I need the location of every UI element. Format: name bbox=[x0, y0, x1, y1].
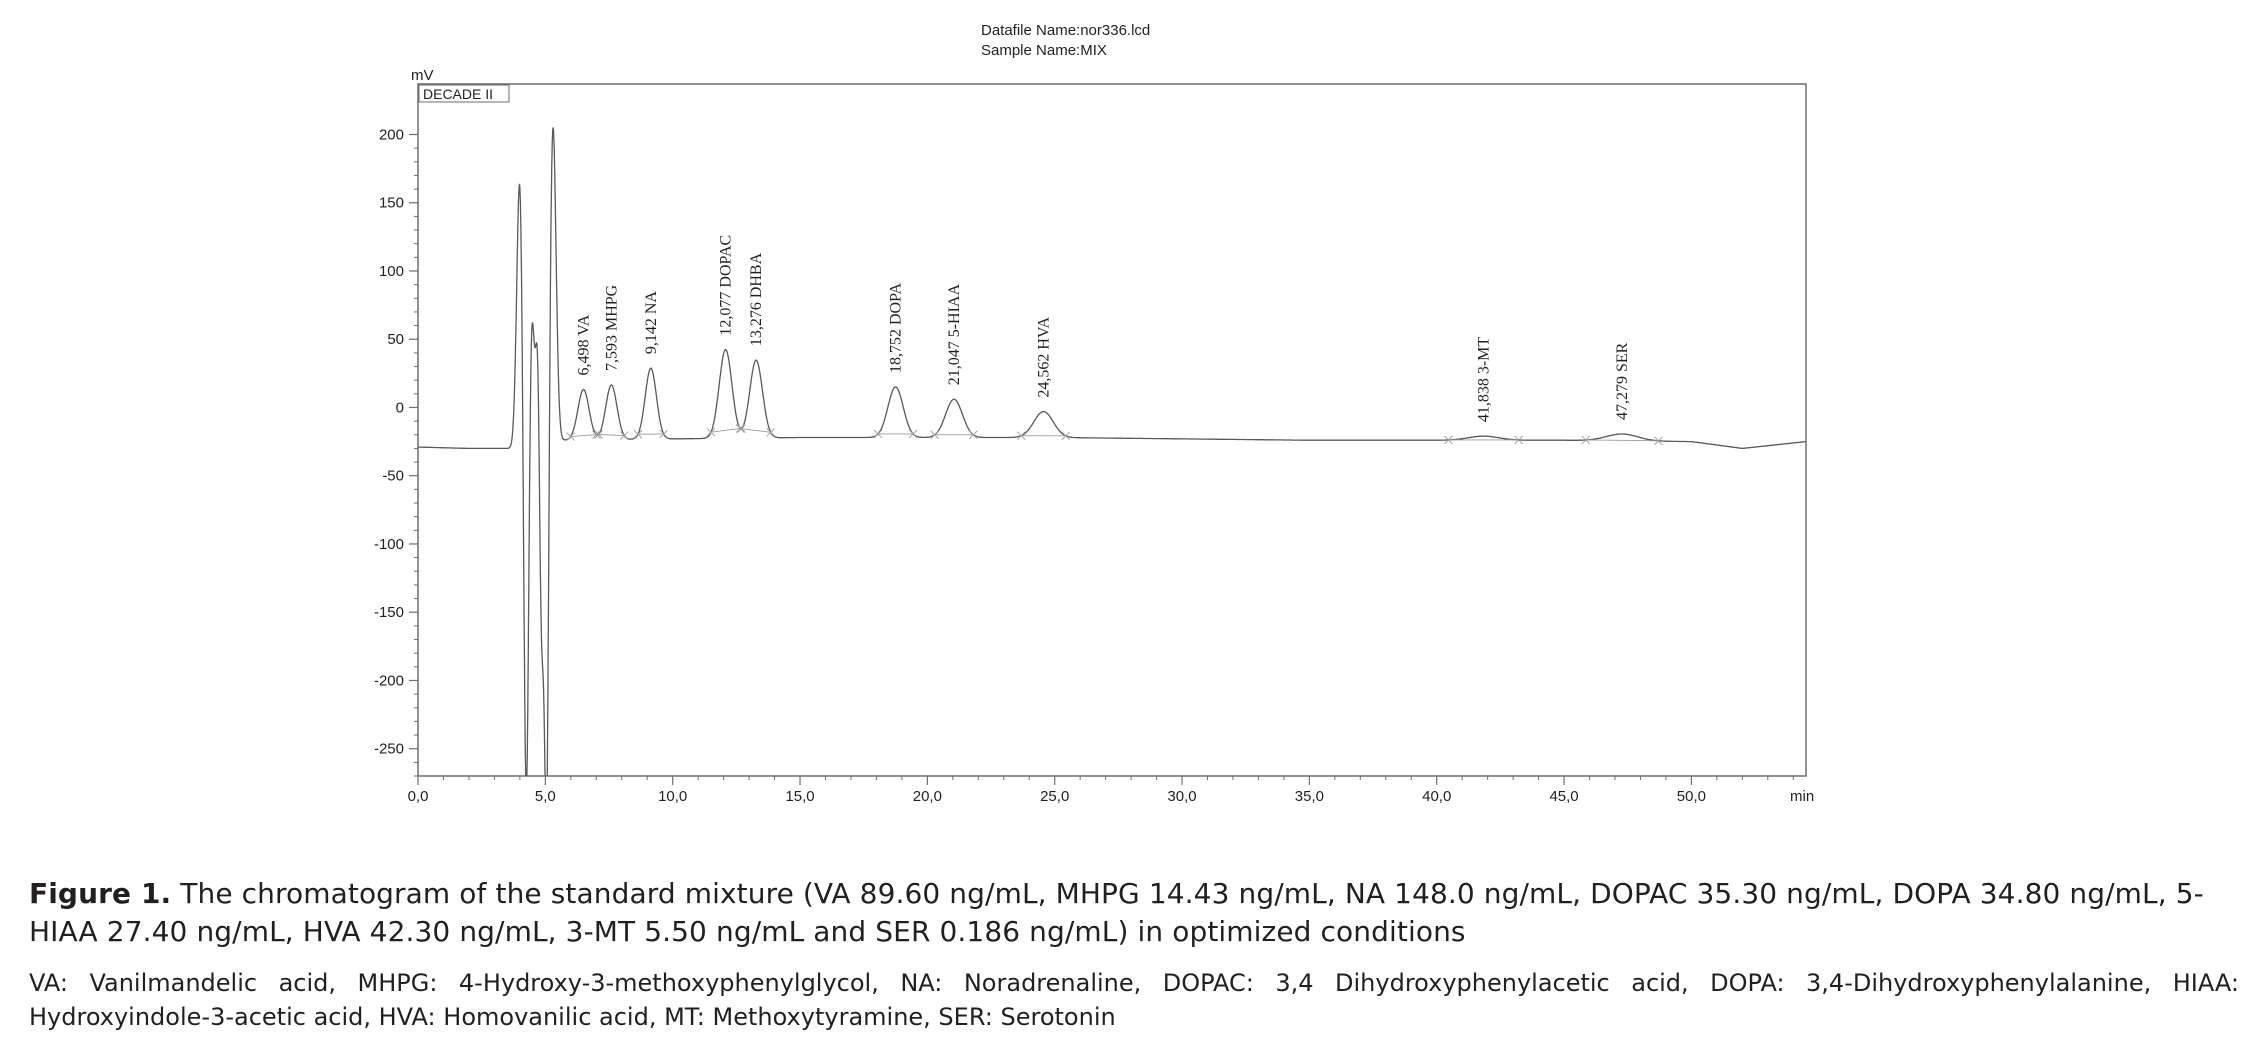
y-tick-label: 150 bbox=[378, 194, 404, 212]
peak-integration-baseline bbox=[598, 434, 624, 435]
peak-label: 9,142 NA bbox=[642, 291, 660, 355]
peak-integration-baseline bbox=[711, 428, 740, 432]
x-axis-unit: min bbox=[1790, 788, 1815, 805]
y-tick-label: -50 bbox=[382, 467, 404, 485]
peak-integration-baseline bbox=[571, 435, 597, 437]
peak-label: 18,752 DOPA bbox=[887, 282, 905, 374]
x-tick-label: 15,0 bbox=[785, 788, 815, 805]
figure-caption bbox=[29, 875, 2239, 951]
detector-legend-label: DECADE II bbox=[423, 86, 494, 102]
y-tick-label: -100 bbox=[373, 535, 404, 553]
plot-frame bbox=[418, 84, 1806, 776]
x-tick-label: 30,0 bbox=[1167, 788, 1197, 805]
chromatogram-trace bbox=[418, 128, 1806, 810]
sample-name: Sample Name:MIX bbox=[981, 42, 1107, 59]
y-axis-unit: mV bbox=[411, 67, 434, 84]
peak-label: 47,279 SER bbox=[1614, 342, 1632, 421]
y-tick-label: -250 bbox=[373, 740, 404, 758]
x-tick-label: 50,0 bbox=[1676, 788, 1706, 805]
x-tick-label: 45,0 bbox=[1549, 788, 1579, 805]
x-tick-label: 35,0 bbox=[1294, 788, 1324, 805]
peak-label: 41,838 3-MT bbox=[1475, 336, 1493, 423]
datafile-name: Datafile Name:nor336.lcd bbox=[981, 22, 1151, 39]
x-tick-label: 25,0 bbox=[1040, 788, 1070, 805]
x-tick-label: 0,0 bbox=[407, 788, 429, 805]
figure-caption-text: The chromatogram of the standard mixture (VA 89.60 ng/mL, MHPG 14.43 ng/mL, NA 148.0 ng/mL, DOPAC 35.30 ng/mL, DOPA 34.80 ng/mL, 5-HIAA 27.40 ng/mL, HVA 42.30 ng/mL, 3-MT 5.50 ng/mL and SER 0.186 ng/mL) in optimized conditions bbox=[29, 877, 2204, 948]
x-tick-label: 5,0 bbox=[534, 788, 556, 805]
peak-integration-baseline bbox=[741, 429, 770, 433]
peak-label: 6,498 VA bbox=[575, 314, 593, 376]
y-tick-label: -200 bbox=[373, 672, 404, 690]
peak-labels-group bbox=[575, 235, 1631, 422]
y-tick-label: 50 bbox=[387, 331, 404, 349]
peak-integration-baseline bbox=[1586, 440, 1659, 441]
axes-group bbox=[374, 127, 1793, 805]
y-tick-label: 200 bbox=[378, 126, 404, 144]
peak-label: 24,562 HVA bbox=[1035, 316, 1053, 398]
peak-label: 12,077 DOPAC bbox=[717, 234, 735, 336]
y-tick-label: 0 bbox=[395, 399, 404, 417]
x-tick-label: 20,0 bbox=[912, 788, 942, 805]
peak-label: 13,276 DHBA bbox=[748, 252, 766, 347]
y-tick-label: -150 bbox=[373, 604, 404, 622]
peak-label: 7,593 MHPG bbox=[603, 284, 621, 372]
peak-label: 21,047 5-HIAA bbox=[946, 283, 964, 386]
x-tick-label: 40,0 bbox=[1422, 788, 1452, 805]
y-tick-label: 100 bbox=[378, 262, 404, 280]
figure-abbreviations: VA: Vanilmandelic acid, MHPG: 4-Hydroxy-3-methoxyphenylglycol, NA: Noradrenaline, DOPAC: 3,4 Dihydroxyphenylacetic acid, DOPA: 3,4-Dihydroxyphenylalanine, HIAA: Hydroxyindole-3-acetic acid, HVA: Homovanilic acid, MT: Methoxytyramine, SER: Serotonin bbox=[29, 969, 2239, 1031]
chart-marks-group bbox=[418, 128, 1806, 810]
x-tick-label: 10,0 bbox=[658, 788, 688, 805]
figure-label: Figure 1. bbox=[29, 877, 172, 910]
